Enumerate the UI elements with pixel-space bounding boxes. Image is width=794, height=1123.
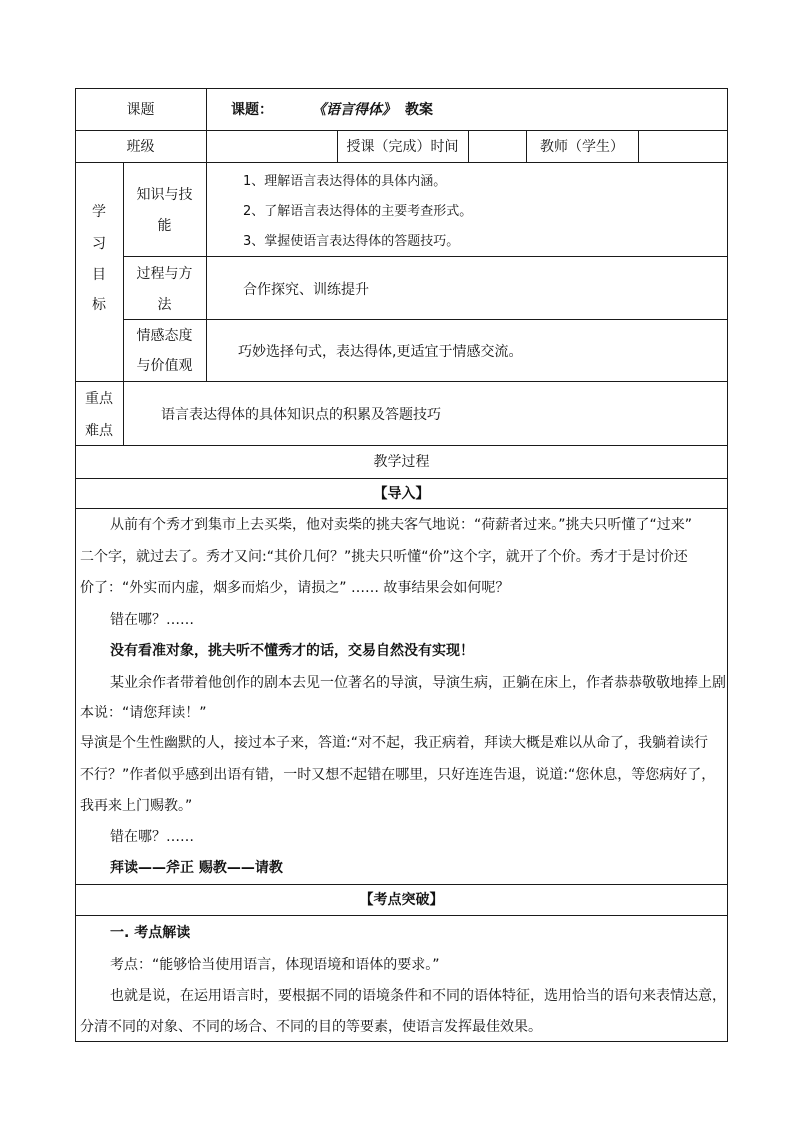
table-rule: [75, 884, 728, 885]
intro-answer: 没有看准对象，挑夫听不懂秀才的话，交易自然没有实现！: [110, 643, 474, 659]
knowledge-item: 1、理解语言表达得体的具体内涵。: [243, 174, 447, 189]
table-rule: [75, 381, 728, 382]
breakthrough-paragraph-line: 也就是说，在运用语言时，要根据不同的语境条件和不同的语体特征，选用恰当的语句来表情达意，: [110, 988, 726, 1004]
knowledge-label: 能: [157, 218, 172, 234]
objectives-label-char: 目: [92, 267, 106, 283]
emotion-label: 情感态度: [136, 328, 193, 344]
emotion-text: 巧妙选择句式，表达得体,更适宜于情感交流。: [238, 344, 523, 360]
objectives-label-char: 学: [92, 204, 106, 220]
table-rule: [75, 445, 728, 446]
knowledge-label: 知识与技: [136, 187, 193, 203]
intro-paragraph-line: 本说：“请您拜读！”: [80, 705, 207, 721]
table-rule: [75, 162, 728, 163]
key-points-label: 重点: [85, 391, 113, 407]
topic-prefix: 课题：: [231, 102, 273, 118]
table-rule: [638, 130, 639, 163]
intro-answer: 拜读——斧正 赐教——请教: [110, 860, 283, 876]
topic-title: 《语言得体》: [312, 102, 396, 118]
process-label: 过程与方: [136, 266, 193, 282]
table-border-bottom: [75, 1041, 728, 1042]
objectives-label-char: 标: [92, 297, 106, 313]
intro-paragraph-line: 导演是个生性幽默的人，接过本子来，答道:“对不起，我正病着，拜读大概是难以从命了，我躺着读行: [80, 735, 708, 751]
key-points-text: 语言表达得体的具体知识点的积累及答题技巧: [161, 407, 441, 423]
intro-heading: 【导入】: [373, 486, 430, 502]
breakthrough-heading: 【考点突破】: [359, 892, 444, 908]
intro-paragraph-line: 从前有个秀才到集市上去买柴，他对卖柴的挑夫客气地说：“荷薪者过来。”挑夫只听懂了“过来”: [110, 517, 693, 533]
process-title: 教学过程: [373, 454, 430, 470]
breakthrough-subheading: 一. 考点解读: [110, 925, 191, 941]
intro-paragraph-line: 价了：“外实而内虚，烟多而焰少，请损之” …… 故事结果会如何呢？: [80, 580, 510, 596]
table-rule: [75, 478, 728, 479]
knowledge-item: 2、了解语言表达得体的主要考查形式。: [243, 204, 473, 219]
intro-paragraph-line: 我再来上门赐教。”: [80, 798, 193, 814]
table-rule: [123, 256, 728, 257]
class-label: 班级: [126, 139, 155, 155]
table-rule: [206, 88, 207, 163]
table-rule: [75, 130, 728, 131]
objectives-label-char: 习: [92, 236, 106, 252]
table-rule: [75, 915, 728, 916]
emotion-label: 与价值观: [136, 358, 193, 374]
table-border-top: [75, 88, 728, 89]
table-rule: [123, 319, 728, 320]
intro-paragraph-line: 二个字，就过去了。秀才又问:“其价几何？”挑夫只听懂“价”这个字，就开了个价。秀才于是讨价还: [80, 549, 688, 565]
intro-paragraph-line: 某业余作者带着他创作的剧本去见一位著名的导演，导演生病，正躺在床上，作者恭恭敬敬地捧上剧: [110, 675, 726, 691]
breakthrough-point: 考点：“能够恰当使用语言，体现语境和语体的要求。”: [110, 957, 440, 973]
topic-label: 课题: [126, 102, 155, 118]
teacher-label: 教师（学生）: [540, 139, 624, 155]
time-label: 授课（完成）时间: [346, 139, 459, 155]
intro-question: 错在哪？……: [110, 829, 194, 845]
process-text: 合作探究、训练提升: [243, 282, 369, 298]
breakthrough-paragraph-line: 分清不同的对象、不同的场合、不同的目的等要素，使语言发挥最佳效果。: [80, 1019, 542, 1035]
intro-paragraph-line: 不行？”作者似乎感到出语有错，一时又想不起错在哪里，只好连连告退，说道:“您休息，等您病好了，: [80, 767, 716, 783]
table-rule: [206, 162, 207, 382]
table-rule: [468, 130, 469, 163]
intro-question: 错在哪？……: [110, 612, 194, 628]
process-label: 法: [157, 297, 172, 313]
table-rule: [75, 508, 728, 509]
knowledge-item: 3、掌握使语言表达得体的答题技巧。: [243, 234, 460, 249]
key-points-label: 难点: [85, 423, 113, 439]
topic-suffix: 教案: [405, 102, 433, 118]
